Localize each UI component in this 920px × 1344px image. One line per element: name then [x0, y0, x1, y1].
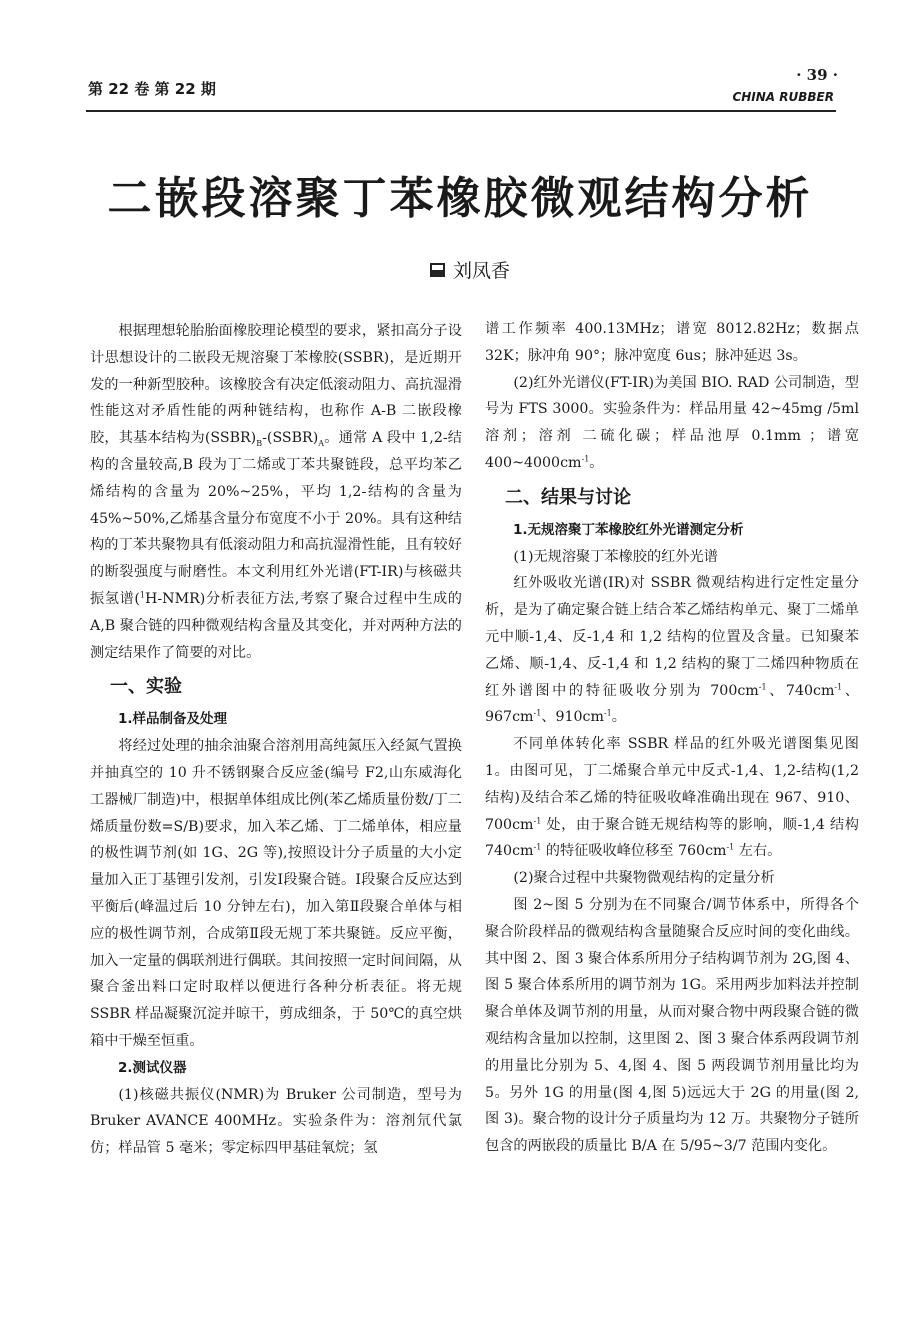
sub-item-ir-spectrum: (1)无规溶聚丁苯橡胶的红外光谱 — [513, 548, 718, 565]
sub-item-quantitative: (2)聚合过程中共聚物微观结构的定量分析 — [513, 870, 775, 887]
author-name: 刘凤香 — [453, 260, 511, 282]
author-box-icon — [430, 263, 445, 277]
subsection-heading-ir-analysis: 1.无规溶聚丁苯橡胶红外光谱测定分析 — [513, 521, 744, 538]
journal-name: CHINA RUBBER — [732, 90, 834, 104]
page-number: · 39 · — [796, 66, 838, 84]
nmr-paragraph-continued: 谱工作频率 400.13MHz；谱宽 8012.82Hz；数据点 32K；脉冲角 90°；脉冲宽度 6us；脉冲延迟 3s。 — [485, 321, 859, 364]
author-line — [430, 256, 510, 283]
section-heading-results: 二、结果与讨论 — [505, 486, 631, 508]
running-header-left: 第 22 卷 第 22 期 — [88, 80, 216, 98]
header-rule — [86, 110, 836, 112]
figures2-5-paragraph: 图 2~图 5 分别为在不同聚合/调节体系中，所得各个聚合阶段样品的微观结构含量随聚合反应时间的变化曲线。其中图 2、图 3 聚合体系所用分子结构调节剂为 2G,图 4、图 5 聚合体系所用的调节剂为 1G。采用两步加料法并控制聚合单体及调节剂的用量，从而对聚合物中两段聚合链的微观结构含量加以控制，这里图 2、图 3 聚合体系两段调节剂的用量比分别为 5、4,图 4、图 5 两段调节剂用量比均为 5。另外 1G 的用量(图 4,图 5)远远大于 2G 的用量(图 2,图 3)。聚合物的设计分子质量均为 12 万。共聚物分子链所包含的两嵌段的质量比 B/A 在 5/95~3/7 范围内变化。 — [485, 896, 859, 1155]
ir-analysis-paragraph: 红外吸收光谱(IR)对 SSBR 微观结构进行定性定量分析，是为了确定聚合链上结合苯乙烯结构单元、聚丁二烯单元中顺-1,4、反-1,4 和 1,2 结构的位置及含量。已知聚苯乙烯、顺-1,4、反-1,4 和 1,2 结构的聚丁二烯四种物质在红外谱图中的特征吸收分别为 $700cm^{-1}$、$740cm^{-1}$、$967cm^{-1}$、$910cm^{-1}$。 — [485, 575, 859, 726]
nmr-paragraph: (1)核磁共振仪(NMR)为 Bruker 公司制造，型号为 Bruker AVANCE 400MHz。实验条件为：溶剂氘代氯仿；样品管 5 毫米；零定标四甲基硅氧烷；氢 — [90, 1086, 462, 1157]
sample-prep-paragraph: 将经过处理的抽余油聚合溶剂用高纯氮压入经氮气置换并抽真空的 10 升不锈钢聚合反应釜(编号 F2,山东威海化工器械厂制造)中，根据单体组成比例(苯乙烯质量份数/丁二烯质量份数=S/B)要求，加入苯乙烯、丁二烯单体，相应量的极性调节剂(如 1G、2G 等),按照设计分子质量的大小定量加入正丁基锂引发剂，引发Ⅰ段聚合链。Ⅰ段聚合反应达到平衡后(峰温过后 10 分钟左右)，加入第Ⅱ段聚合单体与相应的极性调节剂，合成第Ⅱ段无规丁苯共聚链。反应平衡，加入一定量的偶联剂进行偶联。其间按照一定时间间隔，从聚合釜出料口定时取样以便进行各种分析表征。将无规 SSBR 样品凝聚沉淀并晾干，剪成细条，于 50℃的真空烘箱中干燥至恒重。 — [90, 738, 462, 1049]
left-column — [90, 318, 462, 1162]
intro-paragraph: 根据理想轮胎胎面橡胶理论模型的要求，紧扣高分子设计思想设计的二嵌段无规溶聚丁苯橡胶(SSBR)，是近期开发的一种新型胶种。该橡胶含有决定低滚动阻力、高抗湿滑性能这对矛盾性能的两种链结构，也称作 A-B 二嵌段橡胶，其基本结构为$(SSBR)_B-(SSBR)_A$。通常 A 段中 1,2-结构的含量较高,B 段为丁二烯或丁苯共聚链段，总平均苯乙烯结构的含量为 20%~25%，平均 1,2-结构的含量为 45%~50%,乙烯基含量分布宽度不小于 20%。具有这种结构的丁苯共聚物具有低滚动阻力和高抗湿滑性能，且有较好的断裂强度与耐磨性。本文利用红外光谱(FT-IR)与核磁共振氢谱($^1$H-NMR)分析表征方法,考察了聚合过程中生成的 A,B 聚合链的四种微观结构含量及其变化，并对两种方法的测定结果作了简要的对比。 — [90, 323, 462, 661]
article-title: 二嵌段溶聚丁苯橡胶微观结构分析 — [107, 173, 813, 224]
section-heading-experiment: 一、实验 — [110, 676, 182, 698]
right-column — [485, 316, 859, 1160]
ir-instrument-paragraph: (2)红外光谱仪(FT-IR)为美国 BIO. RAD 公司制造，型号为 FTS 3000。实验条件为：样品用量 42~45mg /5ml 溶剂；溶剂 二硫化碳；样品池厚 0.1mm ；谱宽 $400\sim 4000cm^{-1}$。 — [485, 374, 859, 471]
figure1-paragraph: 不同单体转化率 SSBR 样品的红外吸光谱图集见图 1。由图可见，丁二烯聚合单元中反式-1,4、1,2-结构(1,2 结构)及结合苯乙烯的特征吸收峰准确出现在 967、910、$700cm^{-1}$ 处，由于聚合链无规结构等的影响，顺-1,4 结构 $740cm^{-1}$ 的特征吸收峰位移至 $760cm^{-1}$ 左右。 — [485, 736, 859, 860]
subsection-heading-instruments: 2.测试仪器 — [118, 1059, 187, 1076]
subsection-heading-sample-prep: 1.样品制备及处理 — [118, 711, 228, 728]
